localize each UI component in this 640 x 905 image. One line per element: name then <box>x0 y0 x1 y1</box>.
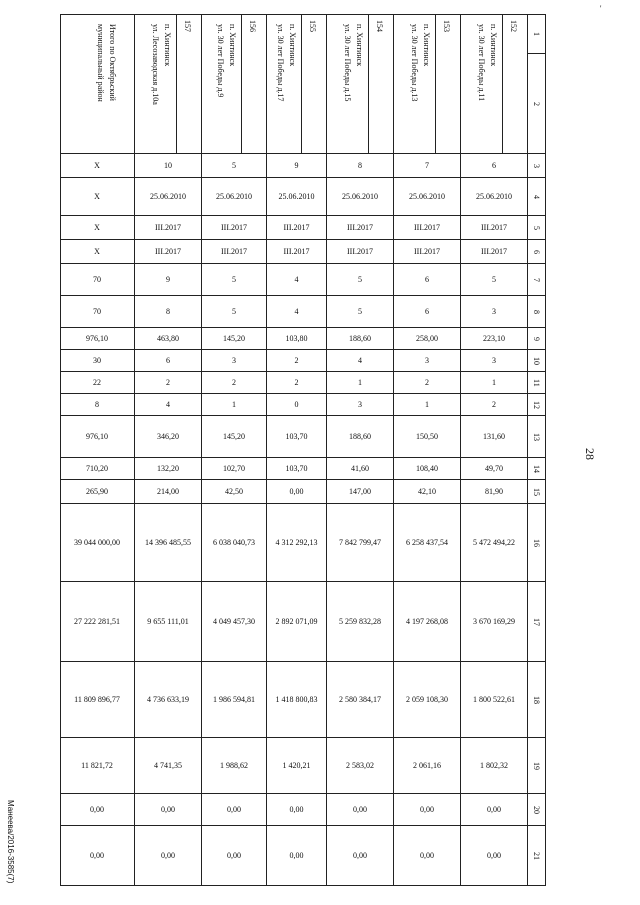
row-number-cell: 12 <box>528 394 546 416</box>
table-cell: 14 396 485,55 <box>135 504 202 582</box>
row-number-cell: 9 <box>528 328 546 350</box>
table-cell: 25.06.2010 <box>267 178 327 216</box>
address-line-2: ул. 30 лет Победы д.13 <box>410 24 419 102</box>
table-cell: III.2017 <box>394 240 461 264</box>
table-cell: 6 038 040,73 <box>202 504 267 582</box>
data-table <box>60 14 546 886</box>
address-line-1: п. Хинтинск <box>163 24 172 67</box>
table-cell: 9 <box>267 154 327 178</box>
table-cell: III.2017 <box>267 240 327 264</box>
table-cell: III.2017 <box>135 240 202 264</box>
table-cell: 223,10 <box>461 328 528 350</box>
column-header <box>461 14 528 154</box>
table-cell: 11 821,72 <box>60 738 135 794</box>
table-cell: 11 809 896,77 <box>60 662 135 738</box>
table-cell: 214,00 <box>135 480 202 504</box>
table-cell: 2 059 108,30 <box>394 662 461 738</box>
table-cell: 3 <box>461 350 528 372</box>
table-cell: X <box>60 154 135 178</box>
table-cell: 0,00 <box>394 826 461 886</box>
table-cell: 976,10 <box>60 328 135 350</box>
column-header <box>60 14 135 154</box>
table-cell: 3 <box>202 350 267 372</box>
table-cell: III.2017 <box>327 216 394 240</box>
table-cell: 4 736 633,19 <box>135 662 202 738</box>
table-cell: 5 <box>202 264 267 296</box>
table-cell: 103,70 <box>267 458 327 480</box>
column-number: 154 <box>375 20 384 32</box>
row-number-cell: 14 <box>528 458 546 480</box>
table-cell: 8 <box>327 154 394 178</box>
table-cell: 1 986 594,81 <box>202 662 267 738</box>
table-cell: 0,00 <box>135 826 202 886</box>
table-cell: 2 580 384,17 <box>327 662 394 738</box>
table-cell: 0 <box>267 394 327 416</box>
table-cell: 1 <box>394 394 461 416</box>
table-cell: 0,00 <box>202 794 267 826</box>
page-number: 28 <box>583 448 597 460</box>
table-cell: 70 <box>60 264 135 296</box>
row-number-cell: 19 <box>528 738 546 794</box>
column-header <box>327 14 394 154</box>
table-cell: 0,00 <box>202 826 267 886</box>
table-cell: 41,60 <box>327 458 394 480</box>
table-cell: 6 <box>394 264 461 296</box>
table-cell: 0,00 <box>461 794 528 826</box>
table-cell: 5 259 832,28 <box>327 582 394 662</box>
address-line-1: п. Хинтинск <box>288 24 297 67</box>
row-number-cell: 13 <box>528 416 546 458</box>
column-number: 155 <box>308 20 317 32</box>
row-number-cell: 16 <box>528 504 546 582</box>
table-cell: 5 472 494,22 <box>461 504 528 582</box>
table-cell: 4 197 268,08 <box>394 582 461 662</box>
table-cell: 4 <box>267 296 327 328</box>
table-cell: 22 <box>60 372 135 394</box>
header-divider <box>435 14 436 154</box>
header-divider <box>176 14 177 154</box>
table-cell: 265,90 <box>60 480 135 504</box>
table-cell: 1 420,21 <box>267 738 327 794</box>
table-cell: 8 <box>60 394 135 416</box>
table-cell: 3 <box>461 296 528 328</box>
table-cell: III.2017 <box>327 240 394 264</box>
table-cell: 39 044 000,00 <box>60 504 135 582</box>
column-header <box>202 14 267 154</box>
table-cell: 5 <box>202 154 267 178</box>
table-cell: 145,20 <box>202 328 267 350</box>
row-number-cell: 4 <box>528 178 546 216</box>
row-number-cell: 8 <box>528 296 546 328</box>
row-number-cell: 17 <box>528 582 546 662</box>
table-cell: 25.06.2010 <box>327 178 394 216</box>
header-divider <box>241 14 242 154</box>
table-cell: 103,80 <box>267 328 327 350</box>
address-line-2: ул. 30 лет Победы д.9 <box>216 24 225 98</box>
table-cell: 25.06.2010 <box>135 178 202 216</box>
row-number-cell: 7 <box>528 264 546 296</box>
table-cell: 131,60 <box>461 416 528 458</box>
table-cell: 145,20 <box>202 416 267 458</box>
row-number-cell: 21 <box>528 826 546 886</box>
row-number-cell: 15 <box>528 480 546 504</box>
table-cell: 4 <box>267 264 327 296</box>
column-header <box>135 14 202 154</box>
table-cell: 10 <box>135 154 202 178</box>
table-cell: 188,60 <box>327 416 394 458</box>
table-cell: 27 222 281,51 <box>60 582 135 662</box>
table-cell: 4 312 292,13 <box>267 504 327 582</box>
table-cell: III.2017 <box>461 240 528 264</box>
table-cell: 7 <box>394 154 461 178</box>
row-number-cell: 6 <box>528 240 546 264</box>
row-number-cell: 1 <box>528 14 546 54</box>
table-cell: 0,00 <box>327 826 394 886</box>
table-cell: 4 <box>135 394 202 416</box>
table-cell: 0,00 <box>327 794 394 826</box>
table-cell: III.2017 <box>461 216 528 240</box>
row-number-cell: 3 <box>528 154 546 178</box>
header-divider <box>368 14 369 154</box>
table-cell: 3 <box>394 350 461 372</box>
table-cell: 188,60 <box>327 328 394 350</box>
table-cell: 2 <box>135 372 202 394</box>
address-line-1: п. Хинтинск <box>489 24 498 67</box>
table-cell: 2 <box>267 350 327 372</box>
table-cell: 6 <box>394 296 461 328</box>
table-cell: 30 <box>60 350 135 372</box>
address-line-2: муниципальный район <box>96 24 105 102</box>
table-cell: III.2017 <box>394 216 461 240</box>
table-cell: 70 <box>60 296 135 328</box>
table-cell: 0,00 <box>394 794 461 826</box>
address-line-1: п. Хинтинск <box>355 24 364 67</box>
table-cell: 5 <box>327 296 394 328</box>
corner-mark: ' <box>600 4 602 13</box>
header-divider <box>502 14 503 154</box>
column-number: 153 <box>442 20 451 32</box>
table-cell: X <box>60 240 135 264</box>
table-cell: 3 670 169,29 <box>461 582 528 662</box>
table-cell: 42,10 <box>394 480 461 504</box>
column-header <box>394 14 461 154</box>
table-cell: 81,90 <box>461 480 528 504</box>
table-cell: 7 842 799,47 <box>327 504 394 582</box>
table-cell: 25.06.2010 <box>202 178 267 216</box>
column-number: 157 <box>183 20 192 32</box>
table-cell: 3 <box>327 394 394 416</box>
table-cell: 8 <box>135 296 202 328</box>
table-cell: 9 655 111,01 <box>135 582 202 662</box>
address-line-1: п. Хинтинск <box>228 24 237 67</box>
table-cell: 976,10 <box>60 416 135 458</box>
table-cell: 710,20 <box>60 458 135 480</box>
table-cell: 1 418 800,83 <box>267 662 327 738</box>
table-cell: X <box>60 178 135 216</box>
table-cell: 2 <box>394 372 461 394</box>
row-number-cell: 18 <box>528 662 546 738</box>
table-cell: 2 <box>461 394 528 416</box>
table-cell: 1 988,62 <box>202 738 267 794</box>
table-cell: 6 <box>461 154 528 178</box>
address-line-2: ул. Лесозаводская д.10а <box>151 24 160 105</box>
table-cell: 5 <box>202 296 267 328</box>
table-cell: 25.06.2010 <box>461 178 528 216</box>
table-cell: 147,00 <box>327 480 394 504</box>
table-cell: 4 741,35 <box>135 738 202 794</box>
table-cell: 102,70 <box>202 458 267 480</box>
table-cell: 49,70 <box>461 458 528 480</box>
table-cell: 0,00 <box>267 480 327 504</box>
table-cell: 258,00 <box>394 328 461 350</box>
row-number-cell: 11 <box>528 372 546 394</box>
address-line-2: ул. 30 лет Победы д.17 <box>276 24 285 102</box>
table-cell: III.2017 <box>267 216 327 240</box>
table-cell: 4 049 457,30 <box>202 582 267 662</box>
address-line-1: Итого по Октябрьский <box>108 24 117 101</box>
table-cell: 0,00 <box>60 794 135 826</box>
table-cell: 103,70 <box>267 416 327 458</box>
table-cell: 42,50 <box>202 480 267 504</box>
table-cell: 6 258 437,54 <box>394 504 461 582</box>
row-number-cell: 20 <box>528 794 546 826</box>
table-cell: 0,00 <box>461 826 528 886</box>
table-cell: 132,20 <box>135 458 202 480</box>
table-cell: 2 583,02 <box>327 738 394 794</box>
table-cell: 2 061,16 <box>394 738 461 794</box>
table-cell: 1 802,32 <box>461 738 528 794</box>
table-cell: 4 <box>327 350 394 372</box>
row-number-cell: 2 <box>528 54 546 154</box>
column-number: 156 <box>248 20 257 32</box>
table-cell: 5 <box>327 264 394 296</box>
table-cell: 150,50 <box>394 416 461 458</box>
table-cell: 6 <box>135 350 202 372</box>
table-cell: 1 <box>461 372 528 394</box>
table-cell: X <box>60 216 135 240</box>
table-cell: 0,00 <box>267 794 327 826</box>
row-number-cell: 10 <box>528 350 546 372</box>
table-cell: 1 <box>202 394 267 416</box>
column-number: 152 <box>509 20 518 32</box>
header-divider <box>301 14 302 154</box>
table-cell: 2 <box>267 372 327 394</box>
table-cell: III.2017 <box>135 216 202 240</box>
row-number-cell: 5 <box>528 216 546 240</box>
table-cell: 1 800 522,61 <box>461 662 528 738</box>
column-header <box>267 14 327 154</box>
table-cell: 5 <box>461 264 528 296</box>
table-cell: 2 <box>202 372 267 394</box>
table-cell: 0,00 <box>135 794 202 826</box>
table-cell: 2 892 071,09 <box>267 582 327 662</box>
table-cell: 0,00 <box>60 826 135 886</box>
table-cell: 9 <box>135 264 202 296</box>
document-stamp: Манеева/2016-3585(7) <box>6 800 15 884</box>
table-cell: 108,40 <box>394 458 461 480</box>
address-line-1: п. Хинтинск <box>422 24 431 67</box>
table-cell: 25.06.2010 <box>394 178 461 216</box>
table-cell: 463,80 <box>135 328 202 350</box>
table-cell: III.2017 <box>202 240 267 264</box>
address-line-2: ул. 30 лет Победы д.15 <box>343 24 352 102</box>
table-cell: 1 <box>327 372 394 394</box>
table-cell: 346,20 <box>135 416 202 458</box>
table-cell: 0,00 <box>267 826 327 886</box>
table-cell: III.2017 <box>202 216 267 240</box>
address-line-2: ул. 30 лет Победы д.11 <box>477 24 486 102</box>
